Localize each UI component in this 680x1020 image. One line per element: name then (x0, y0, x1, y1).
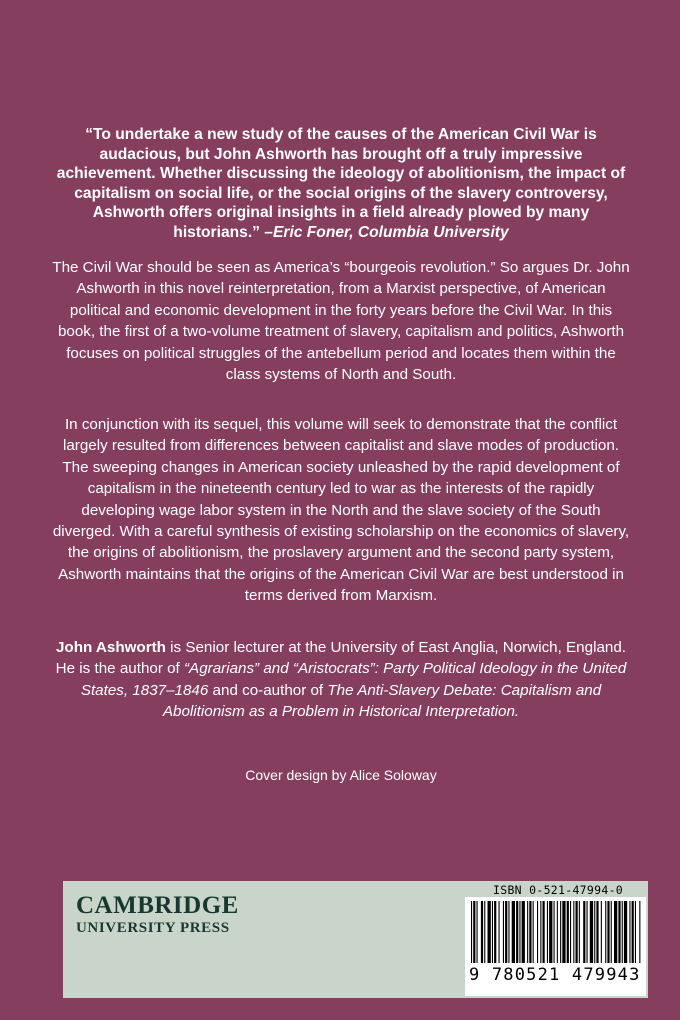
barcode-bar (499, 901, 500, 963)
barcode-bar (516, 901, 518, 963)
barcode-bar (562, 901, 565, 963)
description-paragraph-2: In conjunction with its sequel, this volume will seek to demonstrate that the conflict largely resulted from differences between capitalist and slave modes of production. The sweeping changes in American society unleashed by the rapid development of capitalism in the nineteenth century led to war as the interests of the rapidly developing wage labor system in the North and the slave society of the South diverged. With a careful synthesis of existing scholarship on the economics of slavery, the origins of abolitionism, the proslavery argument and the second party system, Ashworth maintains that the origins of the American Civil War are best understood in terms derived from Marxism. (52, 416, 630, 605)
barcode-bar (576, 901, 578, 963)
barcode-bar (508, 901, 509, 963)
barcode-bar (503, 901, 504, 963)
barcode-bar (547, 901, 548, 963)
barcode-bar (549, 901, 552, 963)
barcode-bar (522, 901, 525, 963)
barcode-bar (624, 901, 627, 963)
barcode-bar (560, 901, 561, 963)
barcode-bar (587, 901, 588, 963)
barcode-bar (632, 901, 634, 963)
publisher-panel (63, 881, 648, 998)
barcode-bar (540, 901, 541, 963)
barcode-bar (505, 901, 507, 963)
barcode-bar (492, 901, 493, 963)
barcode-digits: 9 780521 479943 (469, 965, 641, 985)
barcode-bar (607, 901, 609, 963)
barcode-bars (465, 897, 646, 967)
barcode-bar (622, 901, 623, 963)
isbn-label: ISBN 0-521-47994-0 (493, 883, 624, 897)
barcode-bar (471, 901, 472, 963)
barcode-bar (594, 901, 595, 963)
publisher-logo (76, 893, 239, 937)
barcode-bar (519, 901, 520, 963)
barcode-bar (529, 901, 531, 963)
barcode-bar (629, 901, 630, 963)
barcode-bar (590, 901, 593, 963)
bio-text-2: and co-author of (208, 681, 328, 699)
barcode-bar (614, 901, 617, 963)
quote-text: “To undertake a new study of the causes of the American Civil War is audacious, but John Ashworth has brought off a truly impressive achievement. Whether discussing the ideology of abolitionism, the impact of capitalism on social life, or the social origins of the slavery controversy, Ashworth offers original insights in a field already plowed by many historians.” (56, 126, 626, 241)
barcode-bar (533, 901, 534, 963)
barcode-bar (488, 901, 491, 963)
barcode-bar (557, 901, 558, 963)
barcode-bar (477, 901, 478, 963)
book-title-2: The Anti-Slavery Debate: Capitalism and Abolitionism as a Problem in Historical Interpretation. (162, 681, 602, 721)
barcode-bar (481, 901, 483, 963)
barcode-bar (567, 901, 569, 963)
bio-text-1: is Senior lecturer at the University of East Anglia, Norwich, England. He is the author of (55, 639, 627, 678)
cover-design-credit: Cover design by Alice Soloway (245, 767, 437, 783)
barcode-bar (512, 901, 515, 963)
barcode-bar (579, 901, 580, 963)
barcode-bar (611, 901, 612, 963)
quote-attribution: –Eric Foner, Columbia University (264, 223, 509, 241)
barcode-bar (601, 901, 602, 963)
book-title-1: “Agrarians” and “Aristocrats”: Party Political Ideology in the United States, 1837–1846 (80, 660, 627, 699)
barcode-bar (635, 901, 636, 963)
barcode-bar (484, 901, 485, 963)
barcode-bar (554, 901, 555, 963)
barcode-bar (570, 901, 571, 963)
review-quote (52, 125, 630, 243)
publisher-name-line1: CAMBRIDGE (76, 892, 239, 919)
barcode-bar (618, 901, 620, 963)
barcode-bar (527, 901, 528, 963)
barcode-bar (537, 901, 538, 963)
description-paragraph-1: The Civil War should be seen as America’s “bourgeois revolution.” So argues Dr. John Ashworth in this novel reinterpretation, from a Marxist perspective, of American political and economic development in the forty years before the Civil War. In this book, the first of a two-volume treatment of slavery, capitalism and politics, Ashworth focuses on political struggles of the antebellum period and locates them within the class systems of North and South. (52, 259, 630, 384)
barcode-bar (473, 901, 475, 963)
author-bio (52, 637, 630, 723)
barcode-bar (596, 901, 598, 963)
barcode-bar (494, 901, 496, 963)
author-name: John Ashworth (55, 639, 166, 656)
publisher-name-line2: UNIVERSITY PRESS (76, 920, 230, 936)
barcode-bar (573, 901, 574, 963)
barcode-bar (583, 901, 585, 963)
barcode (465, 897, 646, 996)
barcode-bar (543, 901, 545, 963)
barcode-bar (605, 901, 606, 963)
barcode-bar (639, 901, 640, 963)
